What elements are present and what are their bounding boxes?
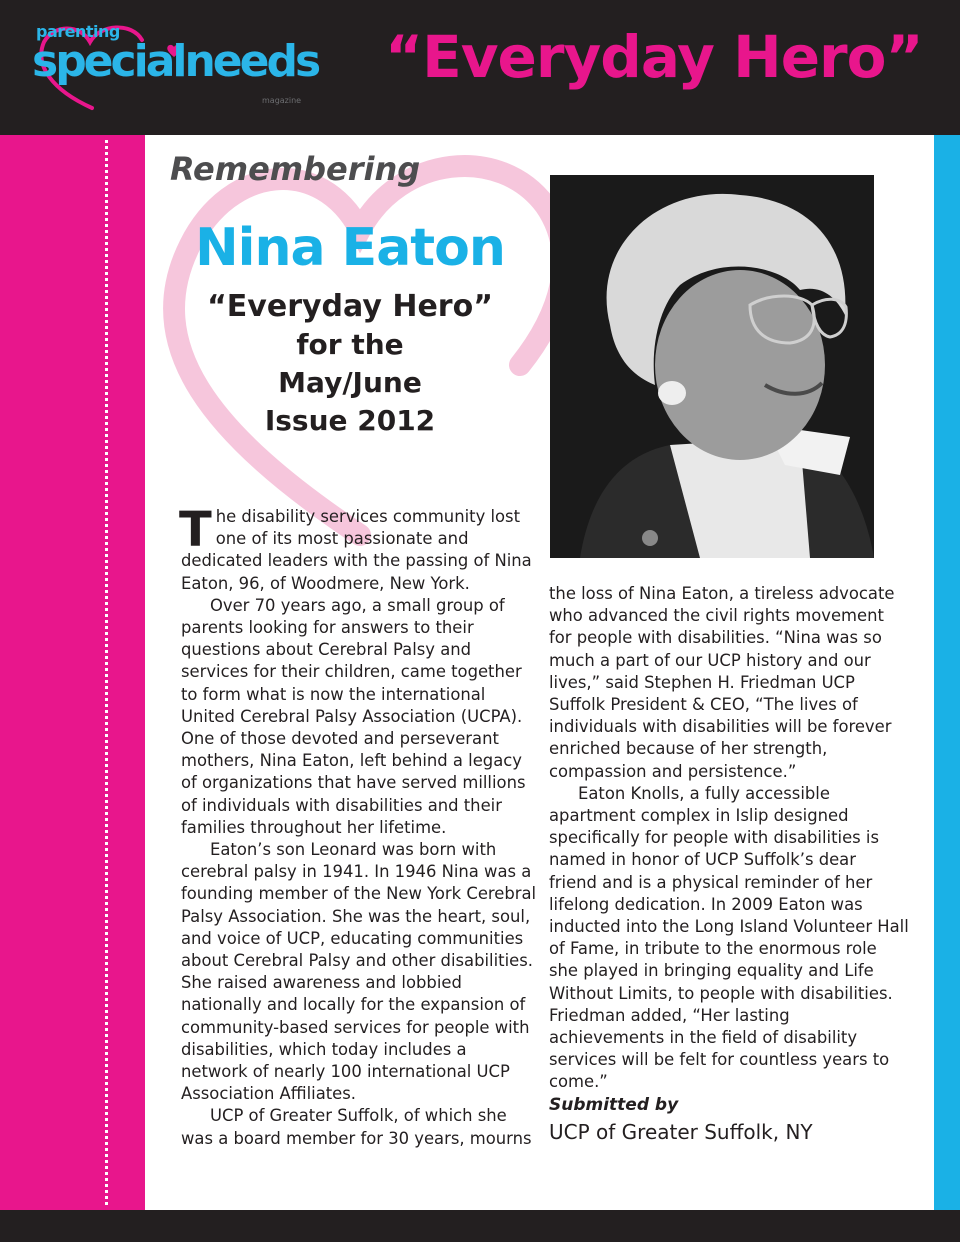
article-paragraph: UCP of Greater Suffolk, of which she was a board member for 30 years, mourns: [181, 1106, 532, 1148]
subtitle-line: for the: [296, 328, 404, 361]
feature-name: Nina Eaton: [195, 218, 505, 278]
portrait-illustration: [550, 175, 874, 558]
submitter-name: UCP of Greater Suffolk, NY: [549, 1120, 813, 1144]
article-column-left: [179, 502, 537, 1150]
article-paragraph: Eaton’s son Leonard was born with cerebral palsy in 1941. In 1946 Nina was a founding member of the New York Cerebral Palsy Association. She was the heart, soul, and voice of UCP, educating communities about Cerebral Palsy and other disabilities. She raised awareness and lobbied nationally and locally for the expansion of community-based services for people with disabilities, which today includes a network of nearly 100 international UCP Association Affiliates.: [181, 840, 537, 1104]
page-headline: “Everyday Hero”: [385, 23, 923, 91]
subtitle-line: May/June: [278, 366, 422, 399]
footer-bar: [0, 1210, 960, 1242]
dotted-rule: [105, 140, 108, 1205]
subtitle-line: “Everyday Hero”: [207, 289, 493, 324]
portrait-photo: [550, 175, 874, 558]
kicker: Remembering: [170, 150, 421, 188]
logo-subtitle: magazine: [262, 96, 302, 105]
article-paragraph: the loss of Nina Eaton, a tireless advocate who advanced the civil rights movement for people with disabilities. “Nina was so much a part of our UCP history and our lives,” said Stephen H. Friedman UCP Suffolk President & CEO, “The lives of individuals with disabilities will be forever enriched because of her strength, compassion and persistence.”: [549, 584, 895, 781]
submitted-by-label: Submitted by: [549, 1095, 679, 1115]
subtitle-line: Issue 2012: [264, 404, 436, 437]
article-paragraph: Eaton Knolls, a fully accessible apartment complex in Islip designed specifically for people with disabilities is named in honor of UCP Suffolk’s dear friend and is a physical reminder of her lifelong dedication. In 2009 Eaton was inducted into the Long Island Volunteer Hall of Fame, in tribute to the enormous role she played in bringing equality and Life Without Limits, to people with disabilities. Friedman added, “Her lasting achievements in the field of disability services will be felt for countless years to come.”: [549, 783, 909, 1092]
right-blue-band: [934, 135, 960, 1210]
article-paragraph: [179, 502, 537, 595]
logo-wordmark-top: parenting: [36, 22, 120, 41]
logo-wordmark: specialneeds: [32, 36, 319, 87]
feature-subtitle: [150, 288, 550, 440]
article-column-right: [549, 583, 909, 1094]
left-pink-band: [0, 135, 145, 1210]
article-paragraph: Over 70 years ago, a small group of parents looking for answers to their questions about Cerebral Palsy and services for their children, came together to form what is now the international United Cerebral Palsy Association (UCPA). One of those devoted and perseverant mothers, Nina Eaton, left behind a legacy of organizations that have served millions of individuals with disabilities and their families throughout her lifetime.: [181, 595, 526, 837]
paragraph-text: he disability services community lost one of its most passionate and dedicated leaders with the passing of Nina Eaton, 96, of Woodmere, New York.: [181, 507, 532, 593]
drop-cap: T: [179, 502, 212, 558]
